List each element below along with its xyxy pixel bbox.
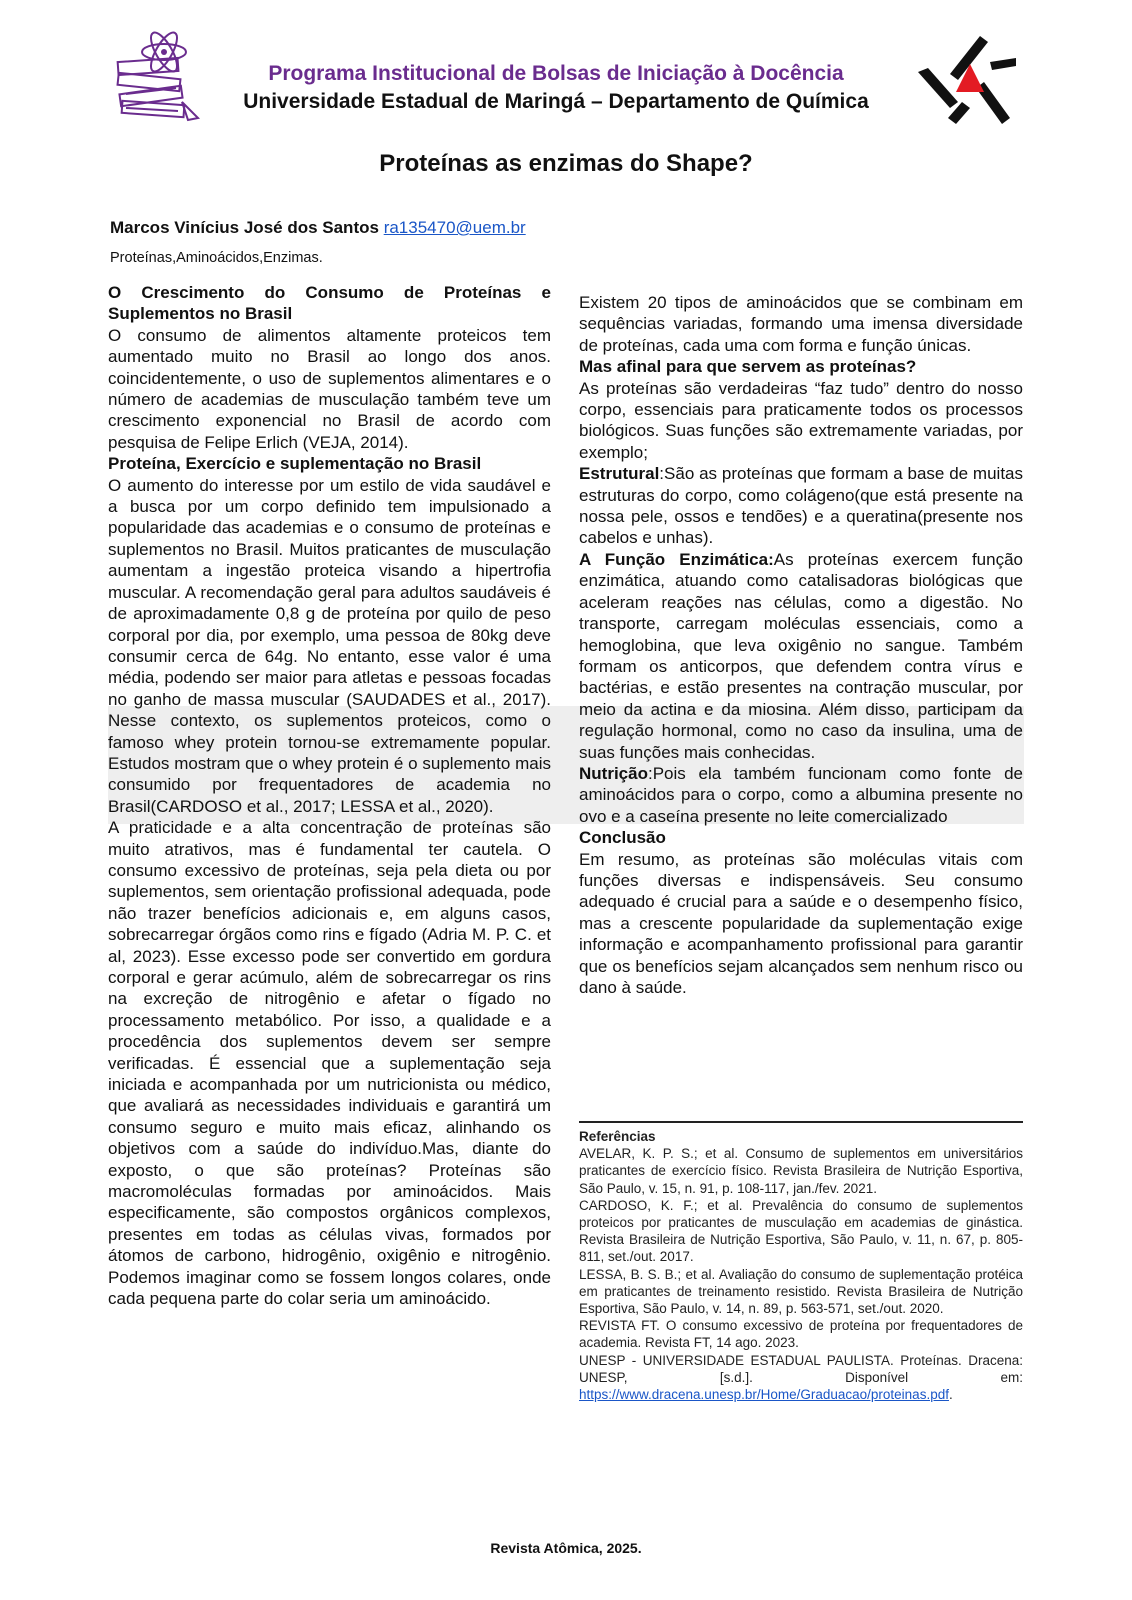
paragraph: As proteínas são verdadeiras “faz tudo” dentro do nosso corpo, essenciais para praticamente todos os processos biológicos. Suas funções são extremamente variadas, por exemplo; bbox=[579, 378, 1023, 462]
left-column bbox=[108, 282, 551, 1310]
paragraph-estrutural bbox=[579, 463, 1023, 549]
section-heading: Proteína, Exercício e suplementação no Brasil bbox=[108, 454, 482, 474]
paragraph: O consumo de alimentos altamente proteicos tem aumentado muito no Brasil ao longo dos anos. coincidentemente, o uso de suplementos alimentares e o número de academias de musculação também teve um crescimento exponencial no Brasil de acordo com pesquisa de Felipe Erlich (VEJA, 2014). bbox=[108, 325, 551, 452]
term-text: As proteínas exercem função enzimática, atuando como catalisadoras biológicas que aceleram reações nas células, como a digestão. No transporte, carregam moléculas essenciais, como a hemoglobina, que leva oxigênio no sangue. Também formam os anticorpos, que defendem contra vírus e bactérias, e estão presentes na contração muscular, por meio da actina e da miosina. Além disso, participam da regulação hormonal, como no caso da insulina, uma de suas funções mais conhecidas. bbox=[579, 549, 1023, 762]
reference-item: LESSA, B. S. B.; et al. Avaliação do consumo de suplementação protéica em praticantes de treinamento resistido. Revista Brasileira de Nutrição Esportiva, São Paulo, v. 14, n. 89, p. 563-571, set./out. 2020. bbox=[579, 1266, 1023, 1317]
reference-end: . bbox=[948, 1387, 953, 1403]
section-heading: Conclusão bbox=[579, 828, 666, 848]
keywords: Proteínas,Aminoácidos,Enzimas. bbox=[110, 250, 323, 266]
term-label: Nutrição bbox=[579, 763, 648, 783]
section-heading: Mas afinal para que servem as proteínas? bbox=[579, 357, 917, 377]
term-label: Estrutural bbox=[579, 464, 660, 484]
page-title: Proteínas as enzimas do Shape? bbox=[379, 150, 753, 177]
reference-text: UNESP - UNIVERSIDADE ESTADUAL PAULISTA. Proteínas. Dracena: UNESP, [s.d.]. Disponível em: bbox=[579, 1352, 1023, 1385]
author-name: Marcos Vinícius José dos Santos bbox=[110, 218, 379, 237]
references-heading: Referências bbox=[579, 1129, 656, 1144]
paragraph: Em resumo, as proteínas são moléculas vitais com funções diversas e indispensáveis. Seu consumo adequado é crucial para a saúde e o desempenho físico, mas a crescente popularidade da suplementação exige informação e acompanhamento profissional para garantir que os benefícios sejam alcançados sem nenhum risco ou dano à saúde. bbox=[579, 849, 1023, 997]
reference-item: CARDOSO, K. F.; et al. Prevalência do consumo de suplementos proteicos por praticantes de musculação em academias de ginástica. Revista Brasileira de Nutrição Esportiva, São Paulo, v. 11, n. 67, p. 805-811, set./out. 2017. bbox=[579, 1197, 1023, 1265]
paragraph-nutricao bbox=[579, 763, 1023, 827]
footer: Revista Atômica, 2025. bbox=[490, 1540, 642, 1556]
university-name: Universidade Estadual de Maringá – Departamento de Química bbox=[243, 90, 869, 113]
term-text: :São as proteínas que formam a base de muitas estruturas do corpo, como colágeno(que está presente na nossa pele, ossos e tendões) e a queratina(presente nos cabelos e unhas). bbox=[579, 464, 1023, 548]
term-label: A Função Enzimática: bbox=[579, 549, 774, 569]
section-heading: O Crescimento do Consumo de Proteínas e Suplementos no Brasil bbox=[108, 283, 551, 324]
right-column bbox=[579, 292, 1023, 998]
uem-logo bbox=[918, 32, 1018, 127]
paragraph: A praticidade e a alta concentração de proteínas são muito atrativos, mas é fundamental ter cautela. O consumo excessivo de proteínas, seja pela dieta ou por suplementos, sem orientação profissional adequada, pode não trazer benefícios adicionais e, em alguns casos, sobrecarregar órgãos como rins e fígado (Adria M. P. C. et al, 2023). Esse excesso pode ser convertido em gordura corporal e gerar acúmulo, além de sobrecarregar os rins na excreção de nitrogênio e afetar o fígado no processamento metabólico. Por isso, a qualidade e a procedência dos suplementos devem ser sempre verificadas. É essencial que a suplementação seja iniciada e acompanhada por um nutricionista ou médico, que avaliará as necessidades individuais e garantirá um consumo seguro e muito mais eficaz, alinhando os objetivos com a saúde do indivíduo.Mas, diante do exposto, o que são proteínas? Proteínas são macromoléculas formadas por aminoácidos. Mais especificamente, são compostos orgânicos complexos, presentes em todas as células vivas, formados por átomos de carbono, hidrogênio, oxigênio e nitrogênio. Podemos imaginar como se fossem longos colares, onde cada pequena parte do colar seria um aminoácido. bbox=[108, 818, 551, 1309]
program-name: Programa Institucional de Bolsas de Iniciação à Docência bbox=[268, 62, 844, 85]
author-email-link[interactable]: ra135470@uem.br bbox=[383, 218, 526, 237]
reference-item bbox=[579, 1352, 1023, 1404]
paragraph: Existem 20 tipos de aminoácidos que se combinam em sequências variadas, formando uma imensa diversidade de proteínas, cada uma com forma e função únicas. bbox=[579, 293, 1023, 355]
term-text: :Pois ela também funcionam como fonte de aminoácidos para o corpo, como a albumina presente no ovo e a caseína presente no leite comercializado bbox=[579, 763, 1023, 826]
reference-item: AVELAR, K. P. S.; et al. Consumo de suplementos em universitários praticantes de exercício físico. Revista Brasileira de Nutrição Esportiva, São Paulo, v. 15, n. 91, p. 108-117, jan./fev. 2021. bbox=[579, 1146, 1023, 1196]
reference-item: REVISTA FT. O consumo excessivo de proteína por frequentadores de academia. Revista FT, 14 ago. 2023. bbox=[579, 1318, 1023, 1351]
reference-link[interactable]: https://www.dracena.unesp.br/Home/Graduacao/proteinas.pdf bbox=[579, 1387, 949, 1403]
author-line bbox=[110, 218, 526, 238]
references-divider bbox=[579, 1121, 1023, 1123]
references bbox=[579, 1128, 1023, 1403]
paragraph-enzimatica bbox=[579, 549, 1023, 763]
paragraph: O aumento do interesse por um estilo de vida saudável e a busca por um corpo definido tem impulsionado a popularidade das academias e o consumo de proteínas e suplementos no Brasil. Muitos praticantes de musculação aumentam a ingestão proteica visando a hipertrofia muscular. A recomendação geral para adultos saudáveis é de aproximadamente 0,8 g de proteína por quilo de peso corporal por dia, por exemplo, uma pessoa de 80kg deve consumir cerca de 64g. No entanto, esse valor é uma média, podendo ser maior para atletas e pessoas focadas no ganho de massa muscular (SAUDADES et al., 2017). Nesse contexto, os suplementos proteicos, como o famoso whey protein tornou-se extremamente popular. Estudos mostram que o whey protein é o suplemento mais consumido por frequentadores de academia no Brasil(CARDOSO et al., 2017; LESSA et al., 2020). bbox=[108, 475, 551, 816]
